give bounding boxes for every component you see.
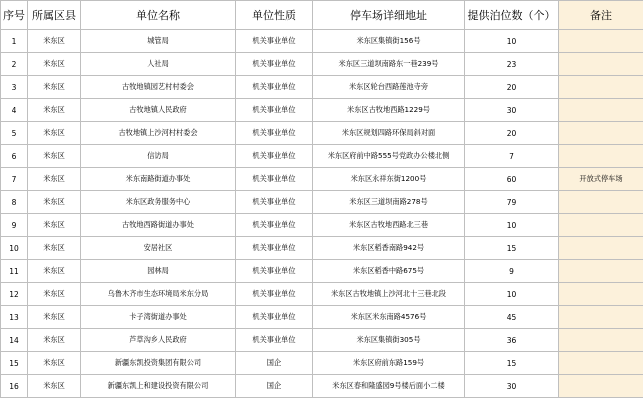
cell-unit-name: 米东南路街道办事处: [81, 168, 236, 191]
cell-district: 米东区: [28, 99, 81, 122]
cell-note: [559, 122, 643, 145]
cell-note: [559, 306, 643, 329]
cell-spots: 36: [465, 329, 559, 352]
cell-spots: 79: [465, 191, 559, 214]
cell-spots: 30: [465, 375, 559, 398]
header-unit-type: 单位性质: [236, 1, 313, 30]
cell-unit-name: 乌鲁木齐市生态环境局米东分局: [81, 283, 236, 306]
cell-note: [559, 191, 643, 214]
cell-seq: 1: [1, 30, 28, 53]
cell-address: 米东区集镇街305号: [313, 329, 465, 352]
cell-seq: 9: [1, 214, 28, 237]
cell-seq: 6: [1, 145, 28, 168]
cell-unit-name: 信访局: [81, 145, 236, 168]
cell-unit-type: 机关事业单位: [236, 122, 313, 145]
cell-note: [559, 99, 643, 122]
cell-spots: 45: [465, 306, 559, 329]
cell-unit-name: 园林局: [81, 260, 236, 283]
table-row: [1, 375, 643, 398]
cell-note: [559, 352, 643, 375]
cell-district: 米东区: [28, 168, 81, 191]
cell-unit-name: 新疆东凯投资集团有限公司: [81, 352, 236, 375]
cell-seq: 8: [1, 191, 28, 214]
cell-district: 米东区: [28, 260, 81, 283]
cell-district: 米东区: [28, 237, 81, 260]
cell-note: [559, 30, 643, 53]
cell-seq: 14: [1, 329, 28, 352]
cell-district: 米东区: [28, 191, 81, 214]
cell-spots: 10: [465, 283, 559, 306]
table-row: [1, 30, 643, 53]
cell-unit-name: 古牧地镇人民政府: [81, 99, 236, 122]
cell-unit-name: 古牧地镇园艺村村委会: [81, 76, 236, 99]
table-row: [1, 122, 643, 145]
table-row: [1, 168, 643, 191]
cell-address: 米东区府前中路555号党政办公楼北侧: [313, 145, 465, 168]
cell-unit-type: 机关事业单位: [236, 53, 313, 76]
cell-unit-type: 机关事业单位: [236, 329, 313, 352]
cell-district: 米东区: [28, 145, 81, 168]
cell-seq: 7: [1, 168, 28, 191]
cell-unit-name: 新疆东凯上和建设投资有限公司: [81, 375, 236, 398]
cell-address: 米东区集镇街156号: [313, 30, 465, 53]
cell-note: [559, 283, 643, 306]
cell-address: 米东区古牧地西路北三巷: [313, 214, 465, 237]
table-row: [1, 283, 643, 306]
header-address: 停车场详细地址: [313, 1, 465, 30]
cell-seq: 12: [1, 283, 28, 306]
table-row: [1, 191, 643, 214]
header-spots: 提供泊位数（个）: [465, 1, 559, 30]
table-row: [1, 76, 643, 99]
cell-seq: 4: [1, 99, 28, 122]
cell-spots: 60: [465, 168, 559, 191]
cell-address: 米东区春和隆盛园9号楼后面小二楼: [313, 375, 465, 398]
cell-district: 米东区: [28, 375, 81, 398]
cell-unit-type: 机关事业单位: [236, 30, 313, 53]
cell-unit-name: 安居社区: [81, 237, 236, 260]
header-seq: 序号: [1, 1, 28, 30]
cell-district: 米东区: [28, 30, 81, 53]
cell-unit-name: 古牧地西路街道办事处: [81, 214, 236, 237]
cell-address: 米东区古牧地镇上沙河北十三巷北段: [313, 283, 465, 306]
cell-spots: 30: [465, 99, 559, 122]
table-row: [1, 237, 643, 260]
cell-note: [559, 53, 643, 76]
cell-seq: 16: [1, 375, 28, 398]
table-row: [1, 352, 643, 375]
cell-note: [559, 237, 643, 260]
cell-unit-type: 机关事业单位: [236, 145, 313, 168]
table-row: [1, 306, 643, 329]
cell-unit-type: 机关事业单位: [236, 168, 313, 191]
cell-spots: 10: [465, 30, 559, 53]
cell-seq: 2: [1, 53, 28, 76]
cell-address: 米东区府前东路159号: [313, 352, 465, 375]
cell-note: [559, 260, 643, 283]
cell-address: 米东区古牧地西路1229号: [313, 99, 465, 122]
cell-unit-name: 卡子湾街道办事处: [81, 306, 236, 329]
cell-address: 米东区规划四路环保局斜对面: [313, 122, 465, 145]
cell-seq: 13: [1, 306, 28, 329]
cell-address: 米东区三道坝南路278号: [313, 191, 465, 214]
cell-unit-type: 机关事业单位: [236, 76, 313, 99]
cell-district: 米东区: [28, 76, 81, 99]
cell-spots: 7: [465, 145, 559, 168]
cell-unit-name: 米东区政务服务中心: [81, 191, 236, 214]
cell-seq: 15: [1, 352, 28, 375]
header-row: [1, 1, 643, 30]
header-note: 备注: [559, 1, 643, 30]
cell-unit-type: 国企: [236, 352, 313, 375]
cell-spots: 9: [465, 260, 559, 283]
cell-district: 米东区: [28, 306, 81, 329]
cell-note: [559, 214, 643, 237]
cell-address: 米东区永祥东街1200号: [313, 168, 465, 191]
cell-note: [559, 145, 643, 168]
cell-spots: 23: [465, 53, 559, 76]
cell-district: 米东区: [28, 122, 81, 145]
cell-note: [559, 329, 643, 352]
cell-unit-name: 城管局: [81, 30, 236, 53]
cell-spots: 15: [465, 237, 559, 260]
cell-unit-type: 机关事业单位: [236, 99, 313, 122]
table-row: [1, 145, 643, 168]
cell-note: [559, 76, 643, 99]
cell-address: 米东区稻香中路675号: [313, 260, 465, 283]
table-row: [1, 329, 643, 352]
cell-unit-name: 人社局: [81, 53, 236, 76]
table-row: [1, 260, 643, 283]
cell-unit-name: 古牧地镇上沙河村村委会: [81, 122, 236, 145]
cell-district: 米东区: [28, 329, 81, 352]
cell-seq: 10: [1, 237, 28, 260]
cell-unit-type: 机关事业单位: [236, 260, 313, 283]
cell-spots: 20: [465, 122, 559, 145]
cell-seq: 5: [1, 122, 28, 145]
cell-spots: 10: [465, 214, 559, 237]
header-district: 所属区县: [28, 1, 81, 30]
cell-district: 米东区: [28, 352, 81, 375]
cell-district: 米东区: [28, 214, 81, 237]
cell-note: [559, 375, 643, 398]
cell-seq: 11: [1, 260, 28, 283]
table-row: [1, 53, 643, 76]
cell-spots: 20: [465, 76, 559, 99]
header-unit-name: 单位名称: [81, 1, 236, 30]
cell-address: 米东区轮台西路莲池寺旁: [313, 76, 465, 99]
table-row: [1, 214, 643, 237]
cell-district: 米东区: [28, 283, 81, 306]
cell-unit-type: 机关事业单位: [236, 283, 313, 306]
cell-unit-type: 机关事业单位: [236, 191, 313, 214]
cell-note: 开放式停车场: [559, 168, 643, 191]
table-row: [1, 99, 643, 122]
cell-unit-type: 机关事业单位: [236, 306, 313, 329]
cell-unit-name: 芦草沟乡人民政府: [81, 329, 236, 352]
cell-address: 米东区三道坝南路东一巷239号: [313, 53, 465, 76]
cell-unit-type: 国企: [236, 375, 313, 398]
cell-address: 米东区稻香南路942号: [313, 237, 465, 260]
cell-unit-type: 机关事业单位: [236, 214, 313, 237]
cell-address: 米东区米东南路4576号: [313, 306, 465, 329]
cell-spots: 15: [465, 352, 559, 375]
cell-district: 米东区: [28, 53, 81, 76]
cell-seq: 3: [1, 76, 28, 99]
cell-unit-type: 机关事业单位: [236, 237, 313, 260]
